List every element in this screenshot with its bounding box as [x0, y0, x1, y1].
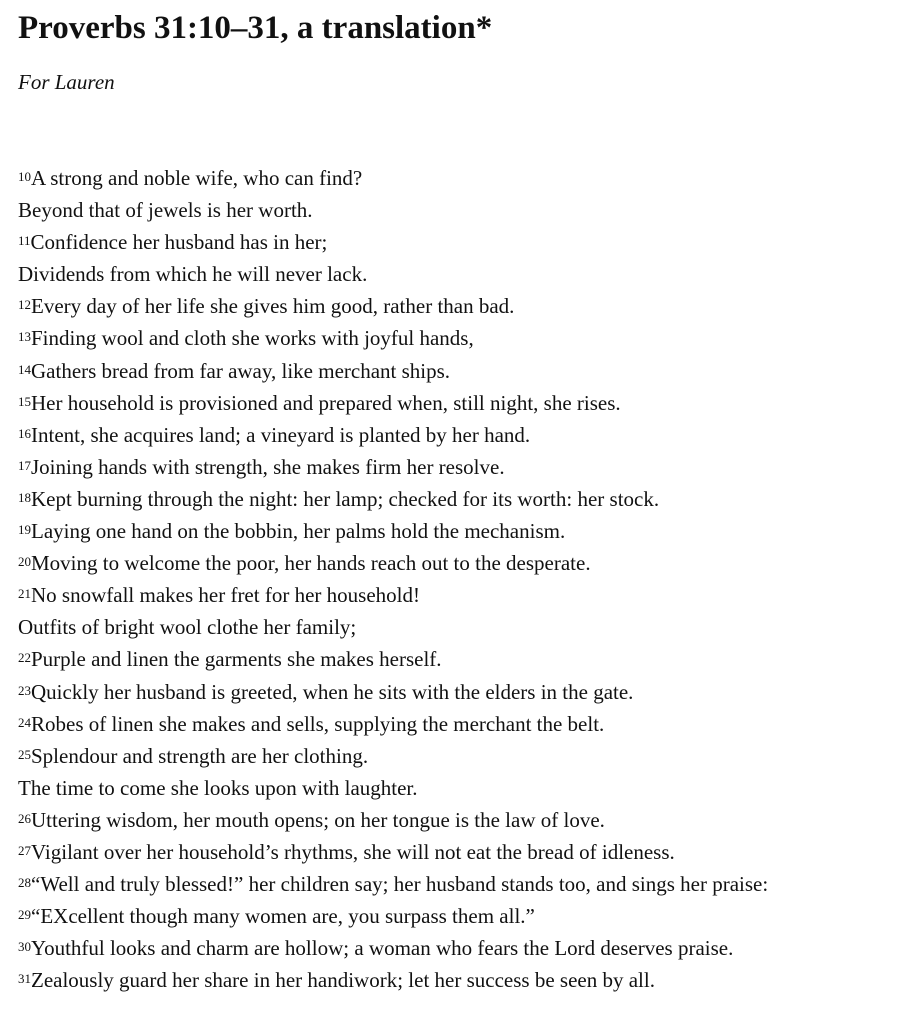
verse-text: Robes of linen she makes and sells, supplying the merchant the belt. [31, 711, 605, 736]
verse-line [18, 547, 768, 579]
verse-line [18, 515, 768, 547]
verse-number: 23 [18, 682, 31, 698]
verse-line [18, 900, 768, 932]
verse-line [18, 932, 768, 964]
verse-number: 31 [18, 971, 31, 987]
verse-number: 15 [18, 393, 31, 409]
verse-number: 17 [18, 457, 31, 473]
verse-text: Quickly her husband is greeted, when he sits with the elders in the gate. [31, 679, 634, 704]
verse-line [18, 643, 768, 675]
verse-line [18, 483, 768, 515]
verse-line [18, 258, 768, 290]
verse-number: 13 [18, 329, 31, 345]
verse-text: The time to come she looks upon with laughter. [18, 775, 418, 800]
verse-text: Dividends from which he will never lack. [18, 262, 368, 287]
verse-text: Finding wool and cloth she works with joyful hands, [31, 326, 474, 351]
verse-text: Youthful looks and charm are hollow; a woman who fears the Lord deserves praise. [31, 936, 734, 961]
verse-line [18, 387, 768, 419]
verse-text: Her household is provisioned and prepared when, still night, she rises. [31, 390, 621, 415]
verse-line [18, 579, 768, 611]
verse-number: 21 [18, 586, 31, 602]
verse-line [18, 964, 768, 996]
verse-text: Purple and linen the garments she makes herself. [31, 647, 442, 672]
verse-line [18, 676, 768, 708]
verse-line [18, 740, 768, 772]
verse-text: Laying one hand on the bobbin, her palms hold the mechanism. [31, 519, 566, 544]
verse-text: Kept burning through the night: her lamp; checked for its worth: her stock. [31, 486, 660, 511]
verse-text: “Well and truly blessed!” her children say; her husband stands too, and sings her praise: [31, 872, 769, 897]
verse-text: Outfits of bright wool clothe her family; [18, 615, 357, 640]
verse-number: 12 [18, 297, 31, 313]
verse-text: Moving to welcome the poor, her hands reach out to the desperate. [31, 551, 591, 576]
verse-number: 25 [18, 746, 31, 762]
verse-number: 29 [18, 907, 31, 923]
verse-line [18, 226, 768, 258]
verse-number: 19 [18, 522, 31, 538]
verse-line [18, 322, 768, 354]
verse-number: 14 [18, 361, 31, 377]
verse-line [18, 836, 768, 868]
verse-text: Splendour and strength are her clothing. [31, 743, 369, 768]
verse-line [18, 194, 768, 226]
verse-line [18, 868, 768, 900]
verse-line [18, 355, 768, 387]
verse-text: Intent, she acquires land; a vineyard is planted by her hand. [31, 422, 531, 447]
verse-line [18, 708, 768, 740]
verse-text: Every day of her life she gives him good, rather than bad. [31, 294, 515, 319]
verse-number: 24 [18, 714, 31, 730]
verse-text: No snowfall makes her fret for her household! [31, 583, 420, 608]
verse-line [18, 772, 768, 804]
verse-list [18, 162, 768, 996]
verse-number: 16 [18, 425, 31, 441]
verse-text: Beyond that of jewels is her worth. [18, 198, 313, 223]
verse-line [18, 451, 768, 483]
verse-text: Vigilant over her household’s rhythms, she will not eat the bread of idleness. [31, 839, 675, 864]
verse-number: 20 [18, 554, 31, 570]
verse-line [18, 611, 768, 643]
verse-text: Gathers bread from far away, like merchant ships. [31, 358, 451, 383]
verse-line [18, 290, 768, 322]
verse-line [18, 804, 768, 836]
verse-text: Joining hands with strength, she makes firm her resolve. [31, 454, 505, 479]
verse-number: 11 [18, 233, 31, 249]
verse-number: 22 [18, 650, 31, 666]
verse-number: 18 [18, 489, 31, 505]
dedication: For Lauren [18, 70, 115, 94]
verse-number: 26 [18, 810, 31, 826]
verse-text: Uttering wisdom, her mouth opens; on her tongue is the law of love. [31, 807, 605, 832]
verse-number: 30 [18, 939, 31, 955]
verse-line [18, 162, 768, 194]
verse-text: Confidence her husband has in her; [30, 230, 328, 255]
verse-number: 27 [18, 842, 31, 858]
verse-line [18, 419, 768, 451]
page-title: Proverbs 31:10–31, a translation* [18, 10, 493, 46]
verse-number: 28 [18, 875, 31, 891]
verse-text: “EXcellent though many women are, you surpass them all.” [31, 904, 535, 929]
verse-text: A strong and noble wife, who can find? [31, 166, 363, 190]
verse-number: 10 [18, 169, 31, 184]
verse-text: Zealously guard her share in her handiwork; let her success be seen by all. [31, 968, 655, 993]
